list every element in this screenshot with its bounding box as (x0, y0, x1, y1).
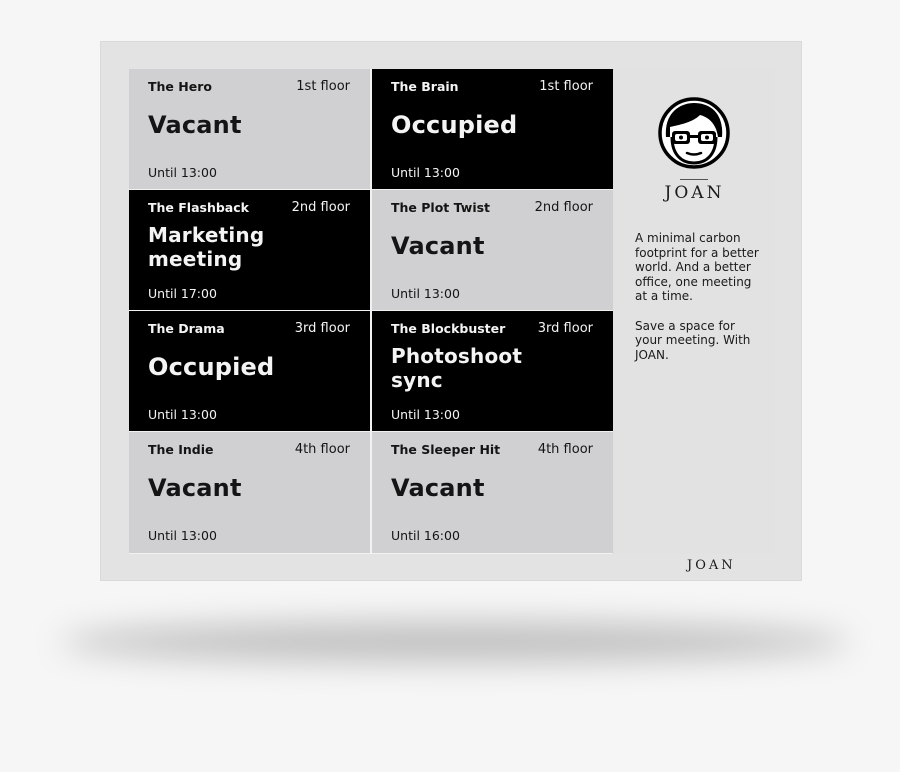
room-floor: 2nd floor (534, 200, 593, 215)
room-floor: 1st floor (296, 79, 350, 94)
room-until: Until 13:00 (148, 407, 217, 422)
room-status: Vacant (148, 111, 242, 139)
room-status: Vacant (391, 232, 485, 260)
room-until: Until 13:00 (391, 286, 460, 301)
room-name: The Sleeper Hit (391, 442, 501, 457)
room-card[interactable] (372, 311, 613, 431)
room-floor: 4th floor (537, 442, 593, 457)
room-floor: 2nd floor (291, 200, 350, 215)
info-blurb (635, 231, 765, 377)
joan-device (100, 41, 802, 581)
room-until: Until 16:00 (391, 528, 460, 543)
room-name: The Flashback (148, 200, 249, 215)
room-name: The Indie (148, 442, 214, 457)
room-name: The Blockbuster (391, 321, 506, 336)
room-card[interactable] (372, 432, 613, 553)
room-name: The Brain (391, 79, 459, 94)
info-sidebar (614, 69, 775, 554)
room-status: Vacant (148, 474, 242, 502)
joan-logo-text: JOAN (614, 183, 775, 203)
room-floor: 3rd floor (537, 321, 593, 336)
device-screen (129, 69, 775, 554)
room-status: Occupied (391, 111, 518, 139)
room-name: The Drama (148, 321, 225, 336)
room-card[interactable] (129, 190, 370, 310)
room-until: Until 13:00 (148, 165, 217, 180)
room-status: Vacant (391, 474, 485, 502)
room-card[interactable] (372, 69, 613, 189)
room-status: Photoshoot sync (391, 344, 523, 392)
blurb-paragraph-1: A minimal carbon footprint for a better world. And a better office, one meeting at a time. (635, 231, 759, 303)
room-card[interactable] (372, 190, 613, 310)
blurb-paragraph-2: Save a space for your meeting. With JOAN. (635, 318, 751, 362)
woman-with-glasses-icon (654, 97, 734, 169)
bezel-logo: JOAN (687, 558, 736, 573)
room-name: The Hero (148, 79, 212, 94)
room-name: The Plot Twist (391, 200, 491, 215)
device-shadow (60, 622, 850, 662)
room-floor: 1st floor (539, 79, 593, 94)
room-floor: 4th floor (294, 442, 350, 457)
room-status: Marketing meeting (148, 223, 265, 271)
room-until: Until 13:00 (148, 528, 217, 543)
room-until: Until 13:00 (391, 407, 460, 422)
room-status: Occupied (148, 353, 275, 381)
room-until: Until 13:00 (391, 165, 460, 180)
room-card[interactable] (129, 311, 370, 431)
room-card[interactable] (129, 432, 370, 553)
room-grid (129, 69, 613, 554)
room-until: Until 17:00 (148, 286, 217, 301)
room-card[interactable] (129, 69, 370, 189)
room-floor: 3rd floor (294, 321, 350, 336)
